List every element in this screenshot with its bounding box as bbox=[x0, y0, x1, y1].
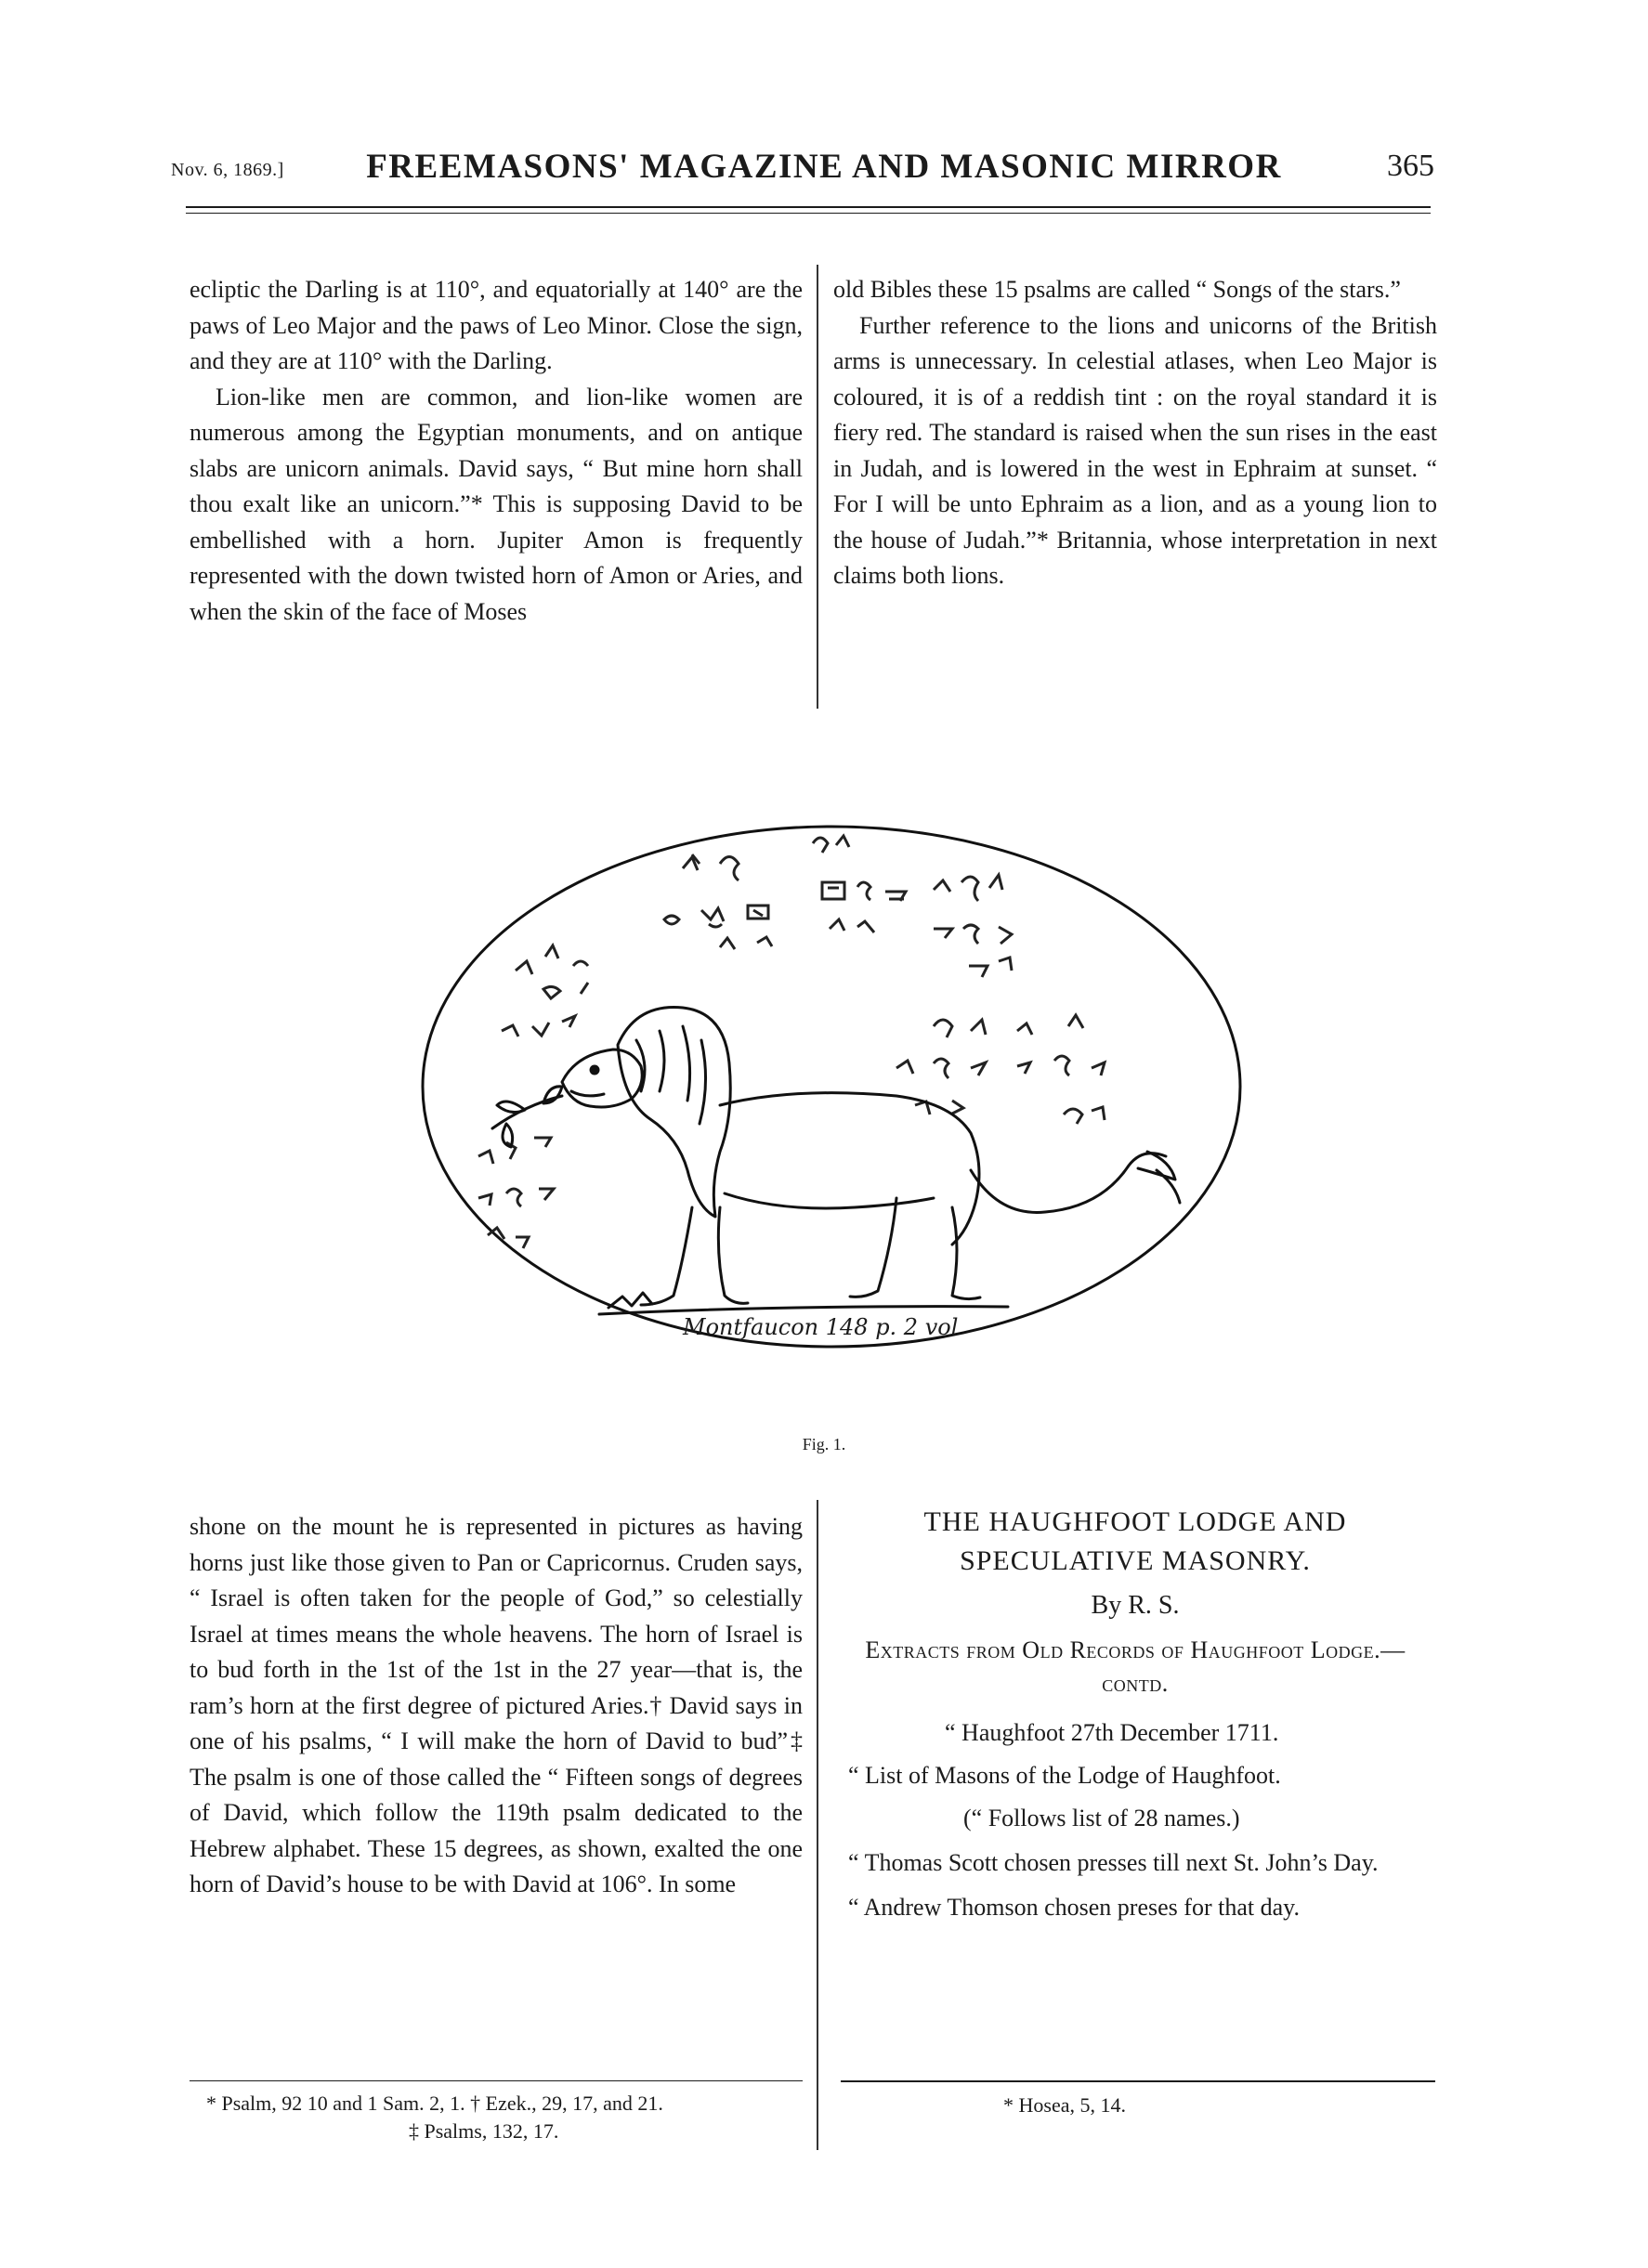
bottom-left-column bbox=[190, 1509, 803, 1903]
top-left-column bbox=[190, 272, 803, 630]
footnote-left-2: ‡ Psalms, 132, 17. bbox=[409, 2119, 559, 2143]
entry-andrew-thomson: “ Andrew Thomson chosen preses for that day. bbox=[848, 1893, 1300, 1921]
footnote-rule-left bbox=[190, 2080, 803, 2081]
top-right-column bbox=[833, 272, 1437, 594]
magazine-title: FREEMASONS' MAGAZINE AND MASONIC MIRROR bbox=[366, 148, 1282, 186]
bottom-right-column bbox=[833, 1503, 1437, 1925]
article-subtitle: Extracts from Old Records of Haughfoot Lodge.—contd. bbox=[865, 1636, 1406, 1697]
figure-caption: Fig. 1. bbox=[802, 1435, 846, 1453]
article-byline: By R. S. bbox=[1091, 1591, 1180, 1620]
lion-figure bbox=[492, 1008, 1180, 1315]
top-column-divider bbox=[817, 265, 818, 709]
top-left-paragraph-1: ecliptic the Darling is at 110°, and equatorially at 140° are the paws of Leo Major and the paws of Leo Minor. Close the sign, and they are at 110° with the Darling. bbox=[190, 276, 803, 374]
top-right-paragraph-1: old Bibles these 15 psalms are called “ Songs of the stars.” bbox=[833, 276, 1401, 303]
figure-signature: Montfaucon 148 p. 2 vol bbox=[683, 1314, 959, 1340]
footnote-rule-right bbox=[841, 2080, 1435, 2082]
bottom-left-paragraph: shone on the mount he is represented in pictures as having horns just like those given to Pan or Capricornus. Cruden says, “ Israel is often taken for the people of God,” so celestially Israel at times means the whole heavens. The horn of Israel is to bud forth in the 1st of the 1st in the 27 year—that is, the ram’s horn at the first degree of pictured Aries.† David says in one of his psalms, “ I will make the horn of David to bud”‡ The psalm is one of those called the “ Fifteen songs of degrees of David, which follow the 119th psalm dedicated to the Hebrew alphabet. These 15 degrees, as shown, exalted the one horn of David’s house to be with David at 106°. In some bbox=[190, 1513, 803, 1897]
lion-gem-figure bbox=[413, 817, 1249, 1375]
issue-date: Nov. 6, 1869.] bbox=[171, 160, 284, 180]
lion-engraving-illustration bbox=[413, 817, 1249, 1375]
footnote-left-1: * Psalm, 92 10 and 1 Sam. 2, 1. † Ezek., 29, 17, and 21. bbox=[206, 2092, 663, 2115]
bottom-column-divider bbox=[817, 1500, 818, 2150]
glyph-marks bbox=[478, 836, 1105, 1248]
top-right-paragraph-2: Further reference to the lions and unicorns of the British arms is unnecessary. In celestial atlases, when Leo Major is coloured, it is of a reddish tint : on the royal standard it is fiery red. The standard is raised when the sun rises in the east in Judah, and is lowered in the west in Ephraim at sunset. “ For I will be unto Ephraim as a lion, and as a young lion to the house of Judah.”* Britannia, whose interpretation in next claims both lions. bbox=[833, 311, 1437, 589]
header-rule-top bbox=[186, 206, 1431, 208]
article-title: THE HAUGHFOOT LODGE AND SPECULATIVE MASONRY. bbox=[923, 1506, 1347, 1576]
entry-list-of-masons: “ List of Masons of the Lodge of Haughfoot. bbox=[848, 1761, 1281, 1789]
top-left-paragraph-2: Lion-like men are common, and lion-like women are numerous among the Egyptian monuments, and on antique slabs are unicorn animals. David says, “ But mine horn shall thou exalt like an unicorn.”* This is supposing David to be embellished with a horn. Jupiter Amon is frequently represented with the down twisted horn of Amon or Aries, and when the skin of the face of Moses bbox=[190, 383, 803, 625]
entry-date: “ Haughfoot 27th December 1711. bbox=[945, 1718, 1279, 1746]
header-rule-bottom bbox=[186, 213, 1431, 214]
footnote-right: * Hosea, 5, 14. bbox=[1003, 2093, 1126, 2117]
page-number: 365 bbox=[1387, 149, 1434, 183]
entry-thomas-scott: “ Thomas Scott chosen presses till next St. John’s Day. bbox=[848, 1848, 1379, 1876]
entry-follows-list: (“ Follows list of 28 names.) bbox=[963, 1804, 1240, 1831]
